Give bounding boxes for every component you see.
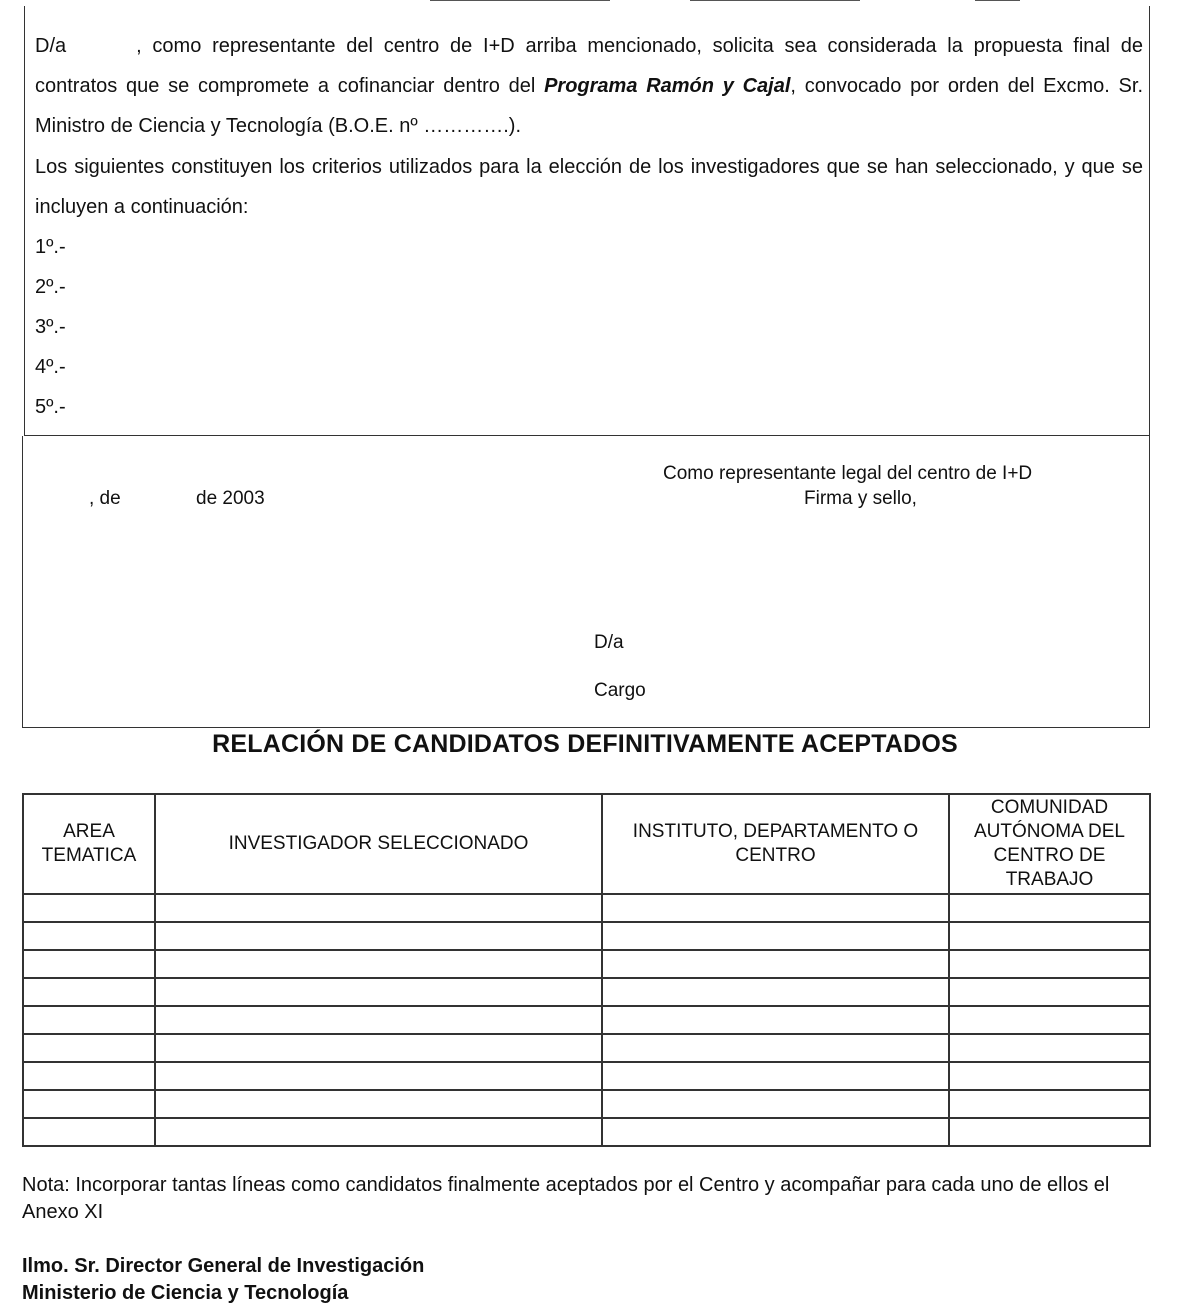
- date-year: de 2003: [196, 488, 265, 509]
- table-cell[interactable]: [155, 1090, 602, 1118]
- table-cell[interactable]: [949, 1006, 1150, 1034]
- table-row: [23, 950, 1150, 978]
- request-box: [24, 6, 1150, 436]
- table-row: [23, 1090, 1150, 1118]
- table-row: [23, 1034, 1150, 1062]
- table-cell[interactable]: [602, 1006, 949, 1034]
- addressee-line-2: Ministerio de Ciencia y Tecnología: [22, 1282, 349, 1304]
- table-cell[interactable]: [949, 1118, 1150, 1146]
- legal-rep-label: Como representante legal del centro de I+D: [663, 463, 1033, 484]
- section-title: RELACIÓN DE CANDIDATOS DEFINITIVAMENTE ACEPTADOS: [212, 730, 958, 758]
- table-header-row: [23, 794, 1150, 894]
- table-row: [23, 922, 1150, 950]
- criteria-intro: Los siguientes constituyen los criterios utilizados para la elección de los investigadores que se han seleccionado, y que se incluyen a continuación:: [35, 156, 1143, 218]
- cargo-label: Cargo: [594, 680, 646, 701]
- table-cell[interactable]: [602, 1090, 949, 1118]
- table-cell[interactable]: [602, 1118, 949, 1146]
- col-instituto: INSTITUTO, DEPARTAMENTO O CENTRO: [602, 794, 949, 894]
- candidates-table: [22, 793, 1151, 1147]
- table-cell[interactable]: [602, 950, 949, 978]
- criterion-4: 4º.-: [35, 356, 66, 378]
- table-row: [23, 894, 1150, 922]
- table-cell[interactable]: [23, 1062, 155, 1090]
- table-cell[interactable]: [155, 1006, 602, 1034]
- firma-label: Firma y sello,: [804, 488, 917, 509]
- table-cell[interactable]: [949, 1034, 1150, 1062]
- criterion-5: 5º.-: [35, 396, 66, 418]
- addressee-line-1: Ilmo. Sr. Director General de Investigación: [22, 1255, 425, 1277]
- top-rule: [430, 0, 610, 1]
- table-cell[interactable]: [155, 1062, 602, 1090]
- table-cell[interactable]: [949, 950, 1150, 978]
- request-text: , como representante del centro de I+D arriba mencionado, solicita sea considerada la propuesta final de contratos que se compromete a cofinanciar dentro del: [35, 35, 1143, 97]
- table-cell[interactable]: [949, 978, 1150, 1006]
- signature-box: [22, 436, 1150, 728]
- table-cell[interactable]: [949, 1090, 1150, 1118]
- table-cell[interactable]: [949, 1062, 1150, 1090]
- criterion-1: 1º.-: [35, 236, 66, 258]
- table-cell[interactable]: [602, 1062, 949, 1090]
- table-cell[interactable]: [155, 978, 602, 1006]
- table-cell[interactable]: [23, 978, 155, 1006]
- request-text-end: , convocado por orden del Excmo. Sr. Ministro de Ciencia y Tecnología (B.O.E. nº ………….).: [35, 75, 1144, 137]
- table-cell[interactable]: [155, 950, 602, 978]
- table-cell[interactable]: [155, 1034, 602, 1062]
- criterion-3: 3º.-: [35, 316, 66, 338]
- addressee: [22, 1253, 424, 1307]
- table-cell[interactable]: [23, 950, 155, 978]
- table-row: [23, 978, 1150, 1006]
- table-cell[interactable]: [23, 1034, 155, 1062]
- da-signature-label: D/a: [594, 632, 624, 653]
- table-cell[interactable]: [23, 894, 155, 922]
- criterion-2: 2º.-: [35, 276, 66, 298]
- table-cell[interactable]: [602, 978, 949, 1006]
- table-cell[interactable]: [155, 894, 602, 922]
- table-cell[interactable]: [602, 894, 949, 922]
- top-rule: [690, 0, 860, 1]
- table-cell[interactable]: [23, 922, 155, 950]
- table-cell[interactable]: [602, 1034, 949, 1062]
- table-cell[interactable]: [23, 1090, 155, 1118]
- table-cell[interactable]: [23, 1006, 155, 1034]
- table-cell[interactable]: [949, 922, 1150, 950]
- col-comunidad: COMUNIDAD AUTÓNOMA DEL CENTRO DE TRABAJO: [949, 794, 1150, 894]
- table-cell[interactable]: [155, 922, 602, 950]
- request-paragraph: [35, 26, 1143, 146]
- date-de: , de: [89, 488, 121, 509]
- table-row: [23, 1118, 1150, 1146]
- table-cell[interactable]: [602, 922, 949, 950]
- table-cell[interactable]: [155, 1118, 602, 1146]
- program-name: Programa Ramón y Cajal: [544, 75, 791, 97]
- col-area-tematica: AREA TEMATICA: [23, 794, 155, 894]
- top-rule: [975, 0, 1020, 1]
- table-cell[interactable]: [23, 1118, 155, 1146]
- table-row: [23, 1062, 1150, 1090]
- note-text: Nota: Incorporar tantas líneas como candidatos finalmente aceptados por el Centro y acompañar para cada uno de ellos el Anexo XI: [22, 1174, 1110, 1223]
- col-investigador: INVESTIGADOR SELECCIONADO: [155, 794, 602, 894]
- table-row: [23, 1006, 1150, 1034]
- da-label: D/a: [35, 35, 67, 57]
- table-cell[interactable]: [949, 894, 1150, 922]
